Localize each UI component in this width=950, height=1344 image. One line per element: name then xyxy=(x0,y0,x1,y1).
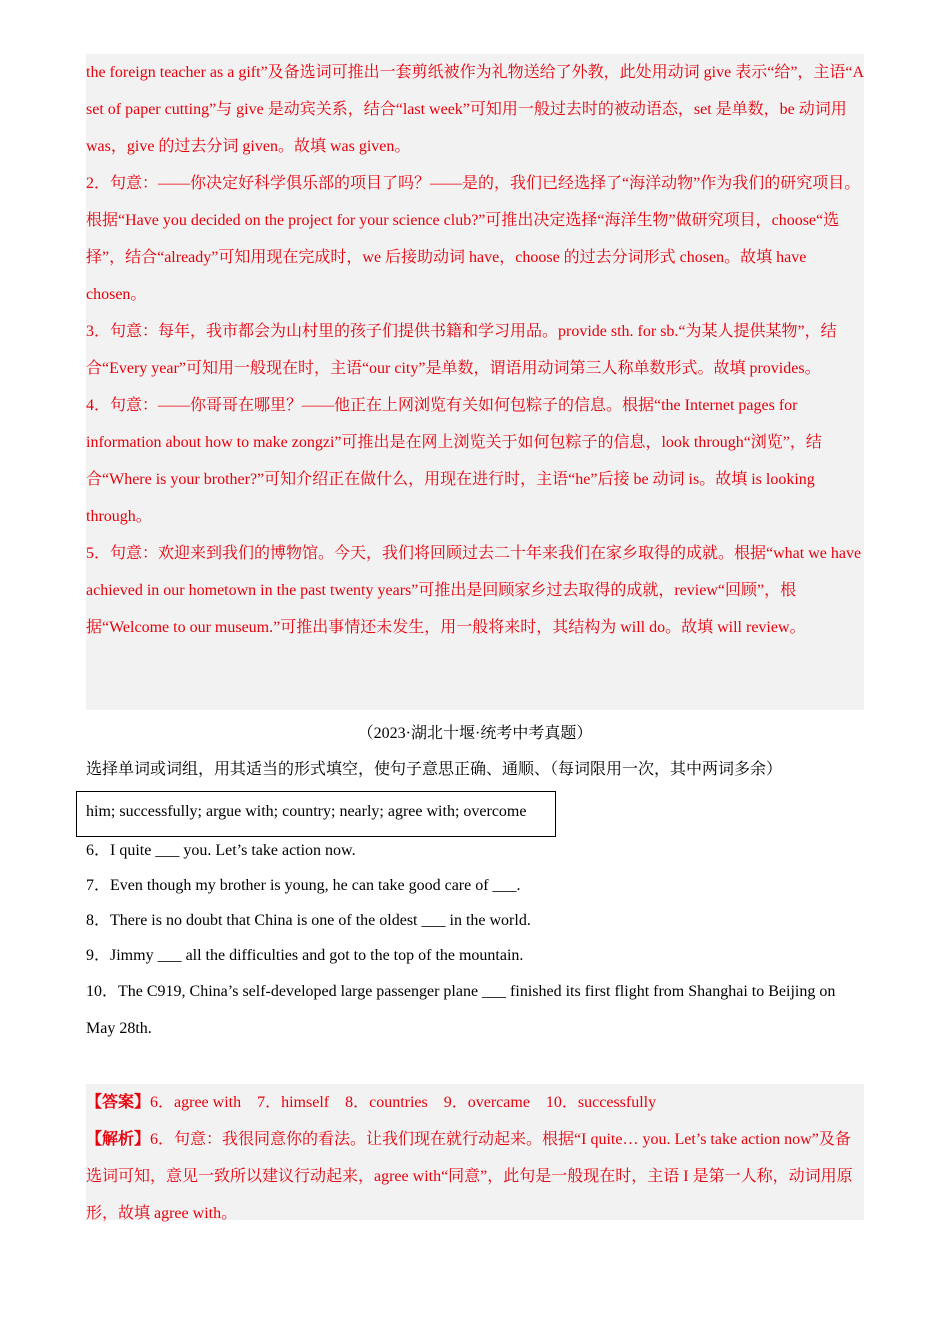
explanation-paragraph-3: 3．句意：每年，我市都会为山村里的孩子们提供书籍和学习用品。provide sth. for sb.“为某人提供某物”，结合“Every year”可知用一般现在时，主语“our city”是单数，谓语用动词第三人称单数形式。故填 provides。 xyxy=(86,323,837,377)
analysis-paragraph xyxy=(86,1121,864,1232)
answer-line xyxy=(86,1084,864,1121)
question-instruction: 选择单词或词组，用其适当的形式填空，使句子意思正确、通顺、（每词限用一次，其中两词多余） xyxy=(86,761,783,778)
explanation-block-top xyxy=(86,54,864,710)
question-9: 9．Jimmy ___ all the difficulties and got to the top of the mountain. xyxy=(86,947,524,964)
question-8: 8．There is no doubt that China is one of the oldest ___ in the world. xyxy=(86,912,531,929)
analysis-text: 6．句意：我很同意你的看法。让我们现在就行动起来。根据“I quite… you. Let’s take action now”及备选词可知，意见一致所以建议行动起来，agree with“同意”，此句是一般现在时，主语 I 是第一人称，动词用原形，故填 agree with。 xyxy=(86,1131,853,1222)
answer-text: 6．agree with 7．himself 8．countries 9．overcame 10．successfully xyxy=(150,1094,657,1111)
question-6: 6．I quite ___ you. Let’s take action now. xyxy=(86,842,356,859)
explanation-paragraph-4: 4．句意：——你哥哥在哪里？——他正在上网浏览有关如何包粽子的信息。根据“the Internet pages for information about how to make zongzi”可推出是在网上浏览关于如何包粽子的信息，look through“浏览”，结合“Where is your brother?”可知介绍正在做什么，用现在进行时，主语“he”后接 be 动词 is。故填 is looking through。 xyxy=(86,397,822,525)
source-heading: （2023·湖北十堰·统考中考真题） xyxy=(357,725,593,742)
analysis-label: 【解析】 xyxy=(86,1131,151,1148)
question-list xyxy=(86,833,864,1047)
answer-analysis-block xyxy=(86,1084,864,1220)
explanation-paragraph-1: the foreign teacher as a gift”及备选词可推出一套剪纸被作为礼物送给了外教，此处用动词 give 表示“给”，主语“A set of paper cutting”与 give 是动宾关系，结合“last week”可知用一般过去时的被动语态，set 是单数，be 动词用 was，give 的过去分词 given。故填 was given。 xyxy=(86,64,864,155)
question-10: 10．The C919, China’s self-developed large passenger plane ___ finished its first flight from Shanghai to Beijing on May 28th. xyxy=(86,983,836,1037)
explanation-paragraph-5: 5．句意：欢迎来到我们的博物馆。今天，我们将回顾过去二十年来我们在家乡取得的成就。根据“what we have achieved in our hometown in the past twenty years”可推出是回顾家乡过去取得的成就，review“回顾”，根据“Welcome to our museum.”可推出事情还未发生，用一般将来时，其结构为 will do。故填 will review。 xyxy=(86,545,862,636)
answer-label: 【答案】 xyxy=(86,1094,151,1111)
explanation-paragraph-2: 2．句意：——你决定好科学俱乐部的项目了吗？——是的，我们已经选择了“海洋动物”作为我们的研究项目。根据“Have you decided on the project for your science club?”可推出决定选择“海洋生物”做研究项目，choose“选择”，结合“already”可知用现在完成时，we 后接助动词 have，choose 的过去分词形式 chosen。故填 have chosen。 xyxy=(86,175,861,303)
word-bank-box: him; successfully; argue with; country; nearly; agree with; overcome xyxy=(76,791,556,837)
question-7: 7．Even though my brother is young, he can take good care of ___. xyxy=(86,877,521,894)
